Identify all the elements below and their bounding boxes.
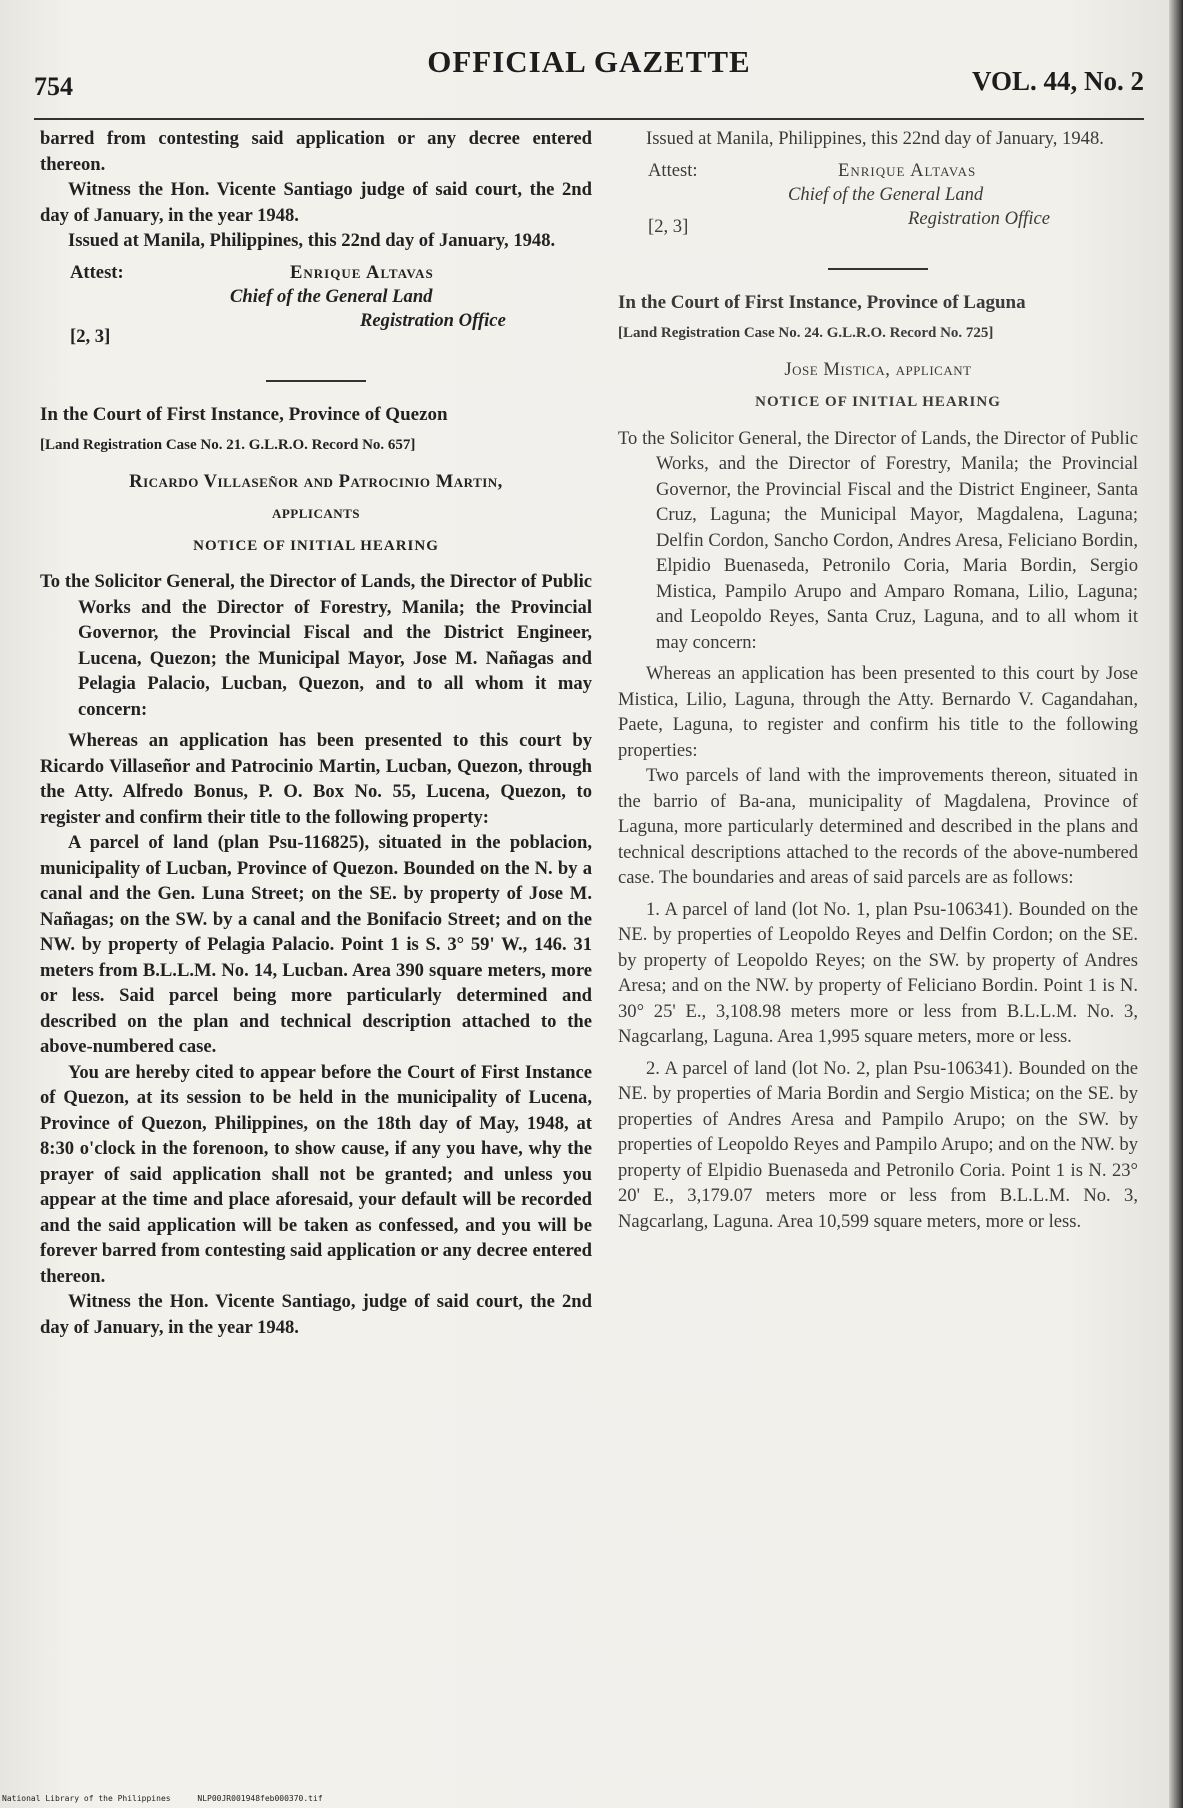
addressees-paragraph: To the Solicitor General, the Director of Lands, the Director of Public Works and the Director of Forestry, Manila; the Provincial Governor, the Provincial Fiscal and the District Engineer, Lucena, Quezon; the Municipal Mayor, Jose M. Nañagas and Pelagia Palacio, Lucban, Quezon, and to all whom it may concern: [40,571,592,720]
officer-office: Registration Office [360,309,506,331]
publication-reference: [2, 3] [70,325,111,347]
whereas-paragraph: Whereas an application has been presented to this court by Ricardo Villaseñor and Patrocinio Martin, Lucban, Quezon, through the Atty. Alfredo Bonus, P. O. Box No. 55, Lucena, Quezon, to register and confirm their title to the following property: [40,730,592,828]
parcel-description: A parcel of land (plan Psu-116825), situated in the poblacion, municipality of Lucban, Province of Quezon. Bounded on the N. by a canal and the Gen. Luna Street; on the SE. by property of Jose M. Nañagas; on the SW. by a canal and the Bonifacio Street; and on the NW. by property of Pelagia Palacio. Point 1 is S. 3° 59' W., 146. 31 meters from B.L.L.M. No. 14, Lucban. Area 390 square meters, more or less. Said parcel being more particularly determined and described on the plan and technical description attached to the above-numbered case. [40,832,592,1057]
witness-paragraph: Witness the Hon. Vicente Santiago judge of said court, the 2nd day of January, in the year 1948. [40,179,592,226]
officer-office: Registration Office [908,207,1051,229]
addressees-paragraph: To the Solicitor General, the Director of Lands, the Director of Public Works, and the Director of Forestry, Manila; the Provincial Governor, the Provincial Fiscal and the District Engineer, Santa Cruz, Laguna; the Municipal Mayor, Magdalena, Laguna; Delfin Cordon, Sancho Cordon, Andres Aresa, Feliciano Bordin, Elpidio Buenaseda, Petronilo Coria, Maria Bordin, Sergio Mistica, Pampilo Arupo and Amparo Romana, Lilio, Laguna; and Leopoldo Reyes, Santa Cruz, Laguna, and to all whom it may concern: [618,427,1138,653]
carry-over-text: barred from contesting said application or any decree entered thereon. [40,128,592,175]
court-heading: In the Court of First Instance, Province of Quezon [40,403,448,425]
case-reference: [Land Registration Case No. 24. G.L.R.O. Record No. 725] [618,325,994,341]
page-edge [1169,0,1183,1808]
officer-title: Chief of the General Land [788,183,984,205]
attest-label: Attest: [70,261,124,283]
page-number: 754 [34,72,73,101]
parcel-1-description: 1. A parcel of land (lot No. 1, plan Psu-106341). Bounded on the NE. by properties of Leopoldo Reyes and Delfin Cordon; on the SE. by property of Leopoldo Reyes; on the SW. by property of Andres Aresa; and on the NW. by property of Feliciano Bordin. Point 1 is N. 30° 25' E., 3,108.98 meters more or less from B.L.L.M. No. 3, Nagcarlang, Laguna. Area 1,995 square meters, more or less. [618,898,1138,1047]
applicants-role: applicants [271,502,361,523]
issued-paragraph: Issued at Manila, Philippines, this 22nd day of January, 1948. [646,128,1104,149]
section-divider [266,380,366,382]
volume-number: VOL. 44, No. 2 [972,66,1144,96]
attest-label: Attest: [648,159,698,181]
parcels-summary: Two parcels of land with the improvements thereon, situated in the barrio of Ba-ana, municipality of Magdalena, Province of Laguna, more particularly determined and described in the plans and technical descriptions attached to the records of the above-numbered case. The boundaries and areas of said parcels are as follows: [618,765,1138,888]
right-column [618,126,1138,1234]
witness-paragraph-2: Witness the Hon. Vicente Santiago, judge of said court, the 2nd day of January, in the year 1948. [40,1291,592,1338]
header-rule [34,118,1144,120]
notice-title: NOTICE OF INITIAL HEARING [193,537,439,554]
court-heading: In the Court of First Instance, Province of Laguna [618,291,1026,313]
left-column [40,126,592,1340]
publication-reference: [2, 3] [648,215,689,237]
scan-footer [2,1794,702,1803]
publication-title: OFFICIAL GAZETTE [427,44,751,79]
page-header [34,44,1144,114]
section-divider [828,268,928,270]
scan-filename: NLP00JR001948feb000370.tif [197,1794,323,1803]
citation-paragraph: You are hereby cited to appear before the Court of First Instance of Quezon, at its session to be held in the municipality of Lucena, Province of Quezon, Philippines, on the 18th day of May, 1948, at 8:30 o'clock in the forenoon, to show cause, if any you have, why the prayer of said application shall not be granted; and unless you appear at the time and place aforesaid, your default will be recorded and the said application will be taken as confessed, and you will be forever barred from contesting said application or any decree entered thereon. [40,1061,592,1287]
applicant-name: Jose Mistica, applicant [784,358,972,380]
signature-block [618,158,1138,252]
officer-name: Enrique Altavas [838,159,977,181]
notice-title: NOTICE OF INITIAL HEARING [755,394,1001,410]
issued-paragraph: Issued at Manila, Philippines, this 22nd day of January, 1948. [68,230,556,251]
library-credit: National Library of the Philippines [2,1794,171,1803]
case-reference: [Land Registration Case No. 21. G.L.R.O. Record No. 657] [40,437,416,453]
parcel-2-description: 2. A parcel of land (lot No. 2, plan Psu-106341). Bounded on the NE. by properties of Maria Bordin and Sergio Mistica; on the SE. by properties of Andres Aresa and Pampilo Arupo; on the SW. by properties of Leopoldo Reyes and Pampilo Arupo; and on the NW. by property of Elpidio Buenaseda and Petronilo Coria. Point 1 is N. 23° 20' E., 3,179.07 meters more or less from B.L.L.M. No. 3, Nagcarlang, Laguna. Area 10,599 square meters, more or less. [618,1057,1138,1232]
whereas-paragraph: Whereas an application has been presented to this court by Jose Mistica, Lilio, Laguna, through the Atty. Bernardo V. Cagandahan, Paete, Laguna, to register and confirm his title to the following properties: [618,663,1138,761]
officer-name: Enrique Altavas [290,261,434,283]
signature-block [40,260,592,364]
applicants-names: Ricardo Villaseñor and Patrocinio Martin, [129,470,503,492]
officer-title: Chief of the General Land [230,285,433,307]
